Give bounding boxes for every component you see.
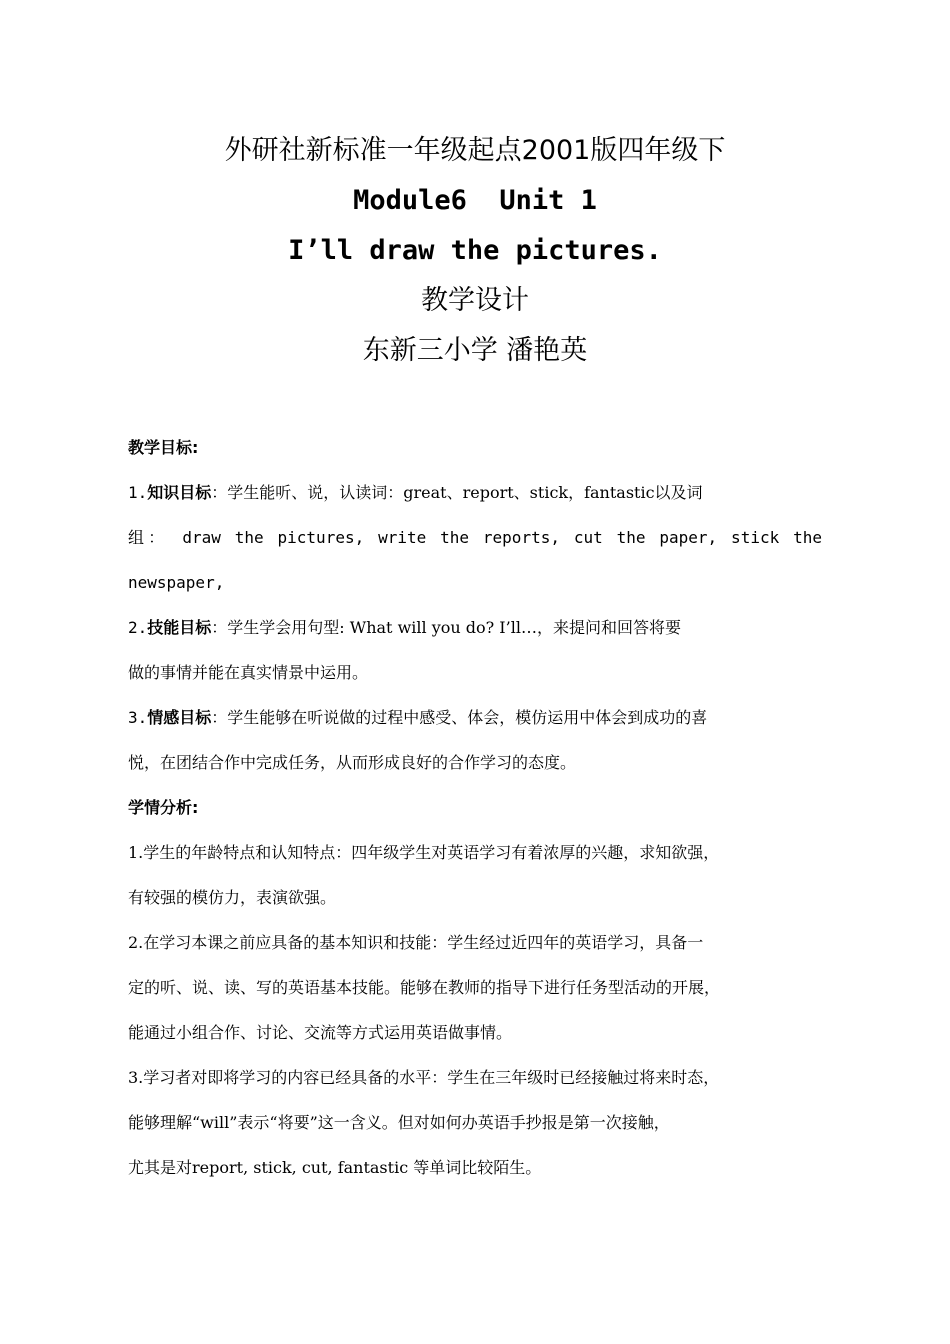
objective-knowledge-text-1: ：学生能听、说，认读词：great、report、stick，fantastic以及词 bbox=[211, 483, 703, 502]
analysis-item-1-line-2: 有较强的模仿力，表演欲强。 bbox=[128, 888, 337, 907]
objective-knowledge-line-2: 组： draw the pictures, write the reports, cut the paper, stick the bbox=[128, 528, 822, 547]
objective-emotion-num: 3. bbox=[128, 708, 148, 727]
analysis-item-3-line-1: 3.学习者对即将学习的内容已经具备的水平：学生在三年级时已经接触过将来时态， bbox=[128, 1068, 720, 1087]
analysis-item-3 bbox=[128, 1055, 822, 1190]
objective-skill bbox=[128, 605, 822, 695]
objective-knowledge-label: 知识目标 bbox=[147, 483, 212, 502]
objective-skill-line-1 bbox=[128, 605, 822, 650]
objective-emotion bbox=[128, 695, 822, 785]
analysis-item-3-line-3: 尤其是对report, stick, cut, fantastic 等单词比较陌生。 bbox=[128, 1158, 542, 1177]
doc-title-publisher: 外研社新标准一年级起点2001版四年级下 bbox=[224, 135, 726, 166]
objective-knowledge-line-1 bbox=[128, 470, 822, 515]
objective-knowledge-num: 1. bbox=[128, 483, 148, 502]
analysis-item-3-line-2: 能够理解“will”表示“将要”这一含义。但对如何办英语手抄报是第一次接触， bbox=[128, 1113, 670, 1132]
analysis-item-2-line-3: 能通过小组合作、讨论、交流等方式运用英语做事情。 bbox=[128, 1023, 513, 1042]
analysis-item-1 bbox=[128, 830, 822, 920]
analysis-item-2-line-2: 定的听、说、读、写的英语基本技能。能够在教师的指导下进行任务型活动的开展， bbox=[128, 978, 721, 997]
objective-skill-text-1: ：学生学会用句型: What will you do? I’ll…，来提问和回答将要 bbox=[211, 618, 681, 637]
analysis-item-1-line-1: 1.学生的年龄特点和认知特点：四年级学生对英语学习有着浓厚的兴趣，求知欲强， bbox=[128, 843, 720, 862]
objective-emotion-line-2: 悦，在团结合作中完成任务，从而形成良好的合作学习的态度。 bbox=[128, 753, 577, 772]
doc-title-module: Module6 Unit 1 bbox=[353, 185, 597, 216]
objective-knowledge-line-3: newspaper, bbox=[128, 573, 225, 592]
analysis-item-2-line-1: 2.在学习本课之前应具备的基本知识和技能：学生经过近四年的英语学习，具备一 bbox=[128, 933, 704, 952]
analysis-item-2 bbox=[128, 920, 822, 1055]
objective-emotion-label: 情感目标 bbox=[147, 708, 212, 727]
doc-author: 东新三小学 潘艳英 bbox=[362, 335, 588, 366]
objective-emotion-text-1: ：学生能够在听说做的过程中感受、体会，模仿运用中体会到成功的喜 bbox=[211, 708, 708, 727]
objective-skill-num: 2. bbox=[128, 618, 148, 637]
objective-skill-line-2: 做的事情并能在真实情景中运用。 bbox=[128, 663, 369, 682]
objective-knowledge bbox=[128, 470, 822, 605]
doc-title-lesson: I’ll draw the pictures. bbox=[288, 235, 662, 266]
doc-title-design: 教学设计 bbox=[421, 285, 529, 316]
objective-skill-label: 技能目标 bbox=[147, 618, 212, 637]
objectives-heading: 教学目标: bbox=[128, 438, 199, 457]
analysis-heading: 学情分析: bbox=[128, 798, 199, 817]
objective-emotion-line-1 bbox=[128, 695, 822, 740]
